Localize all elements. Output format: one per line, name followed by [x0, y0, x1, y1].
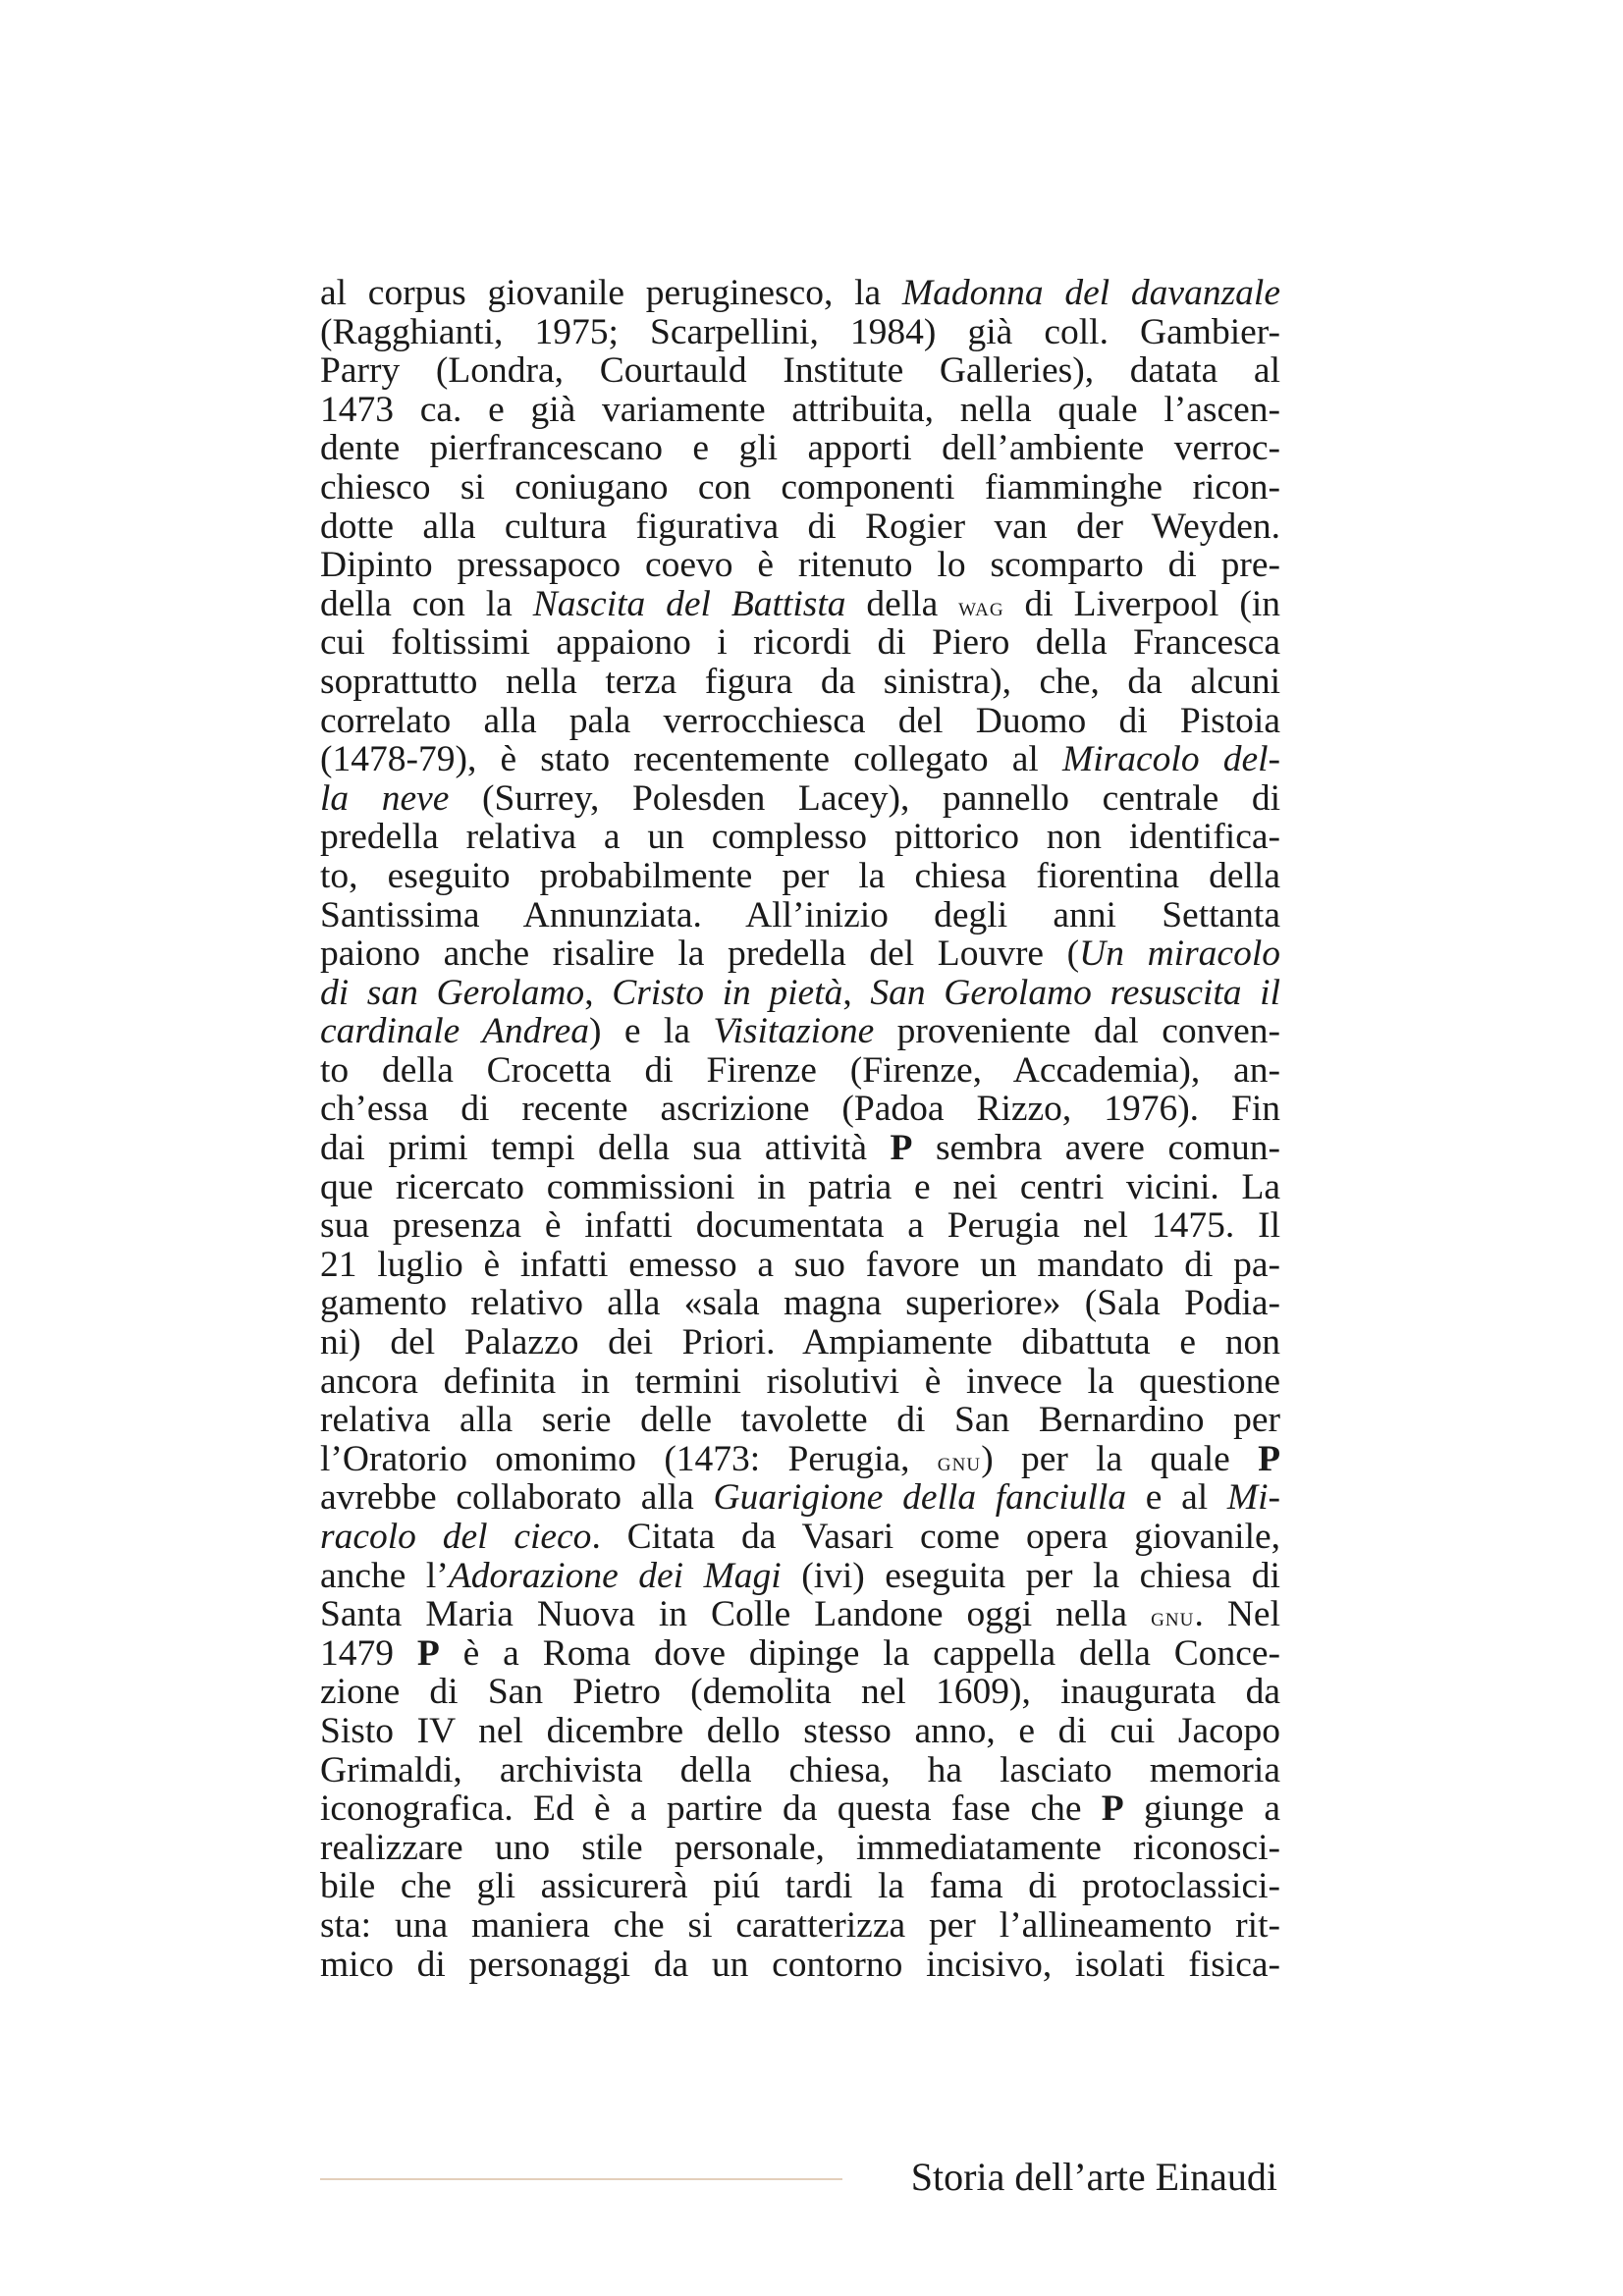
text-segment: anche l’ — [320, 1556, 449, 1596]
text-segment: ni) del Palazzo dei Priori. Ampiamente dibattuta e non — [320, 1323, 1280, 1362]
text-line — [320, 1012, 1280, 1051]
text-line — [320, 1712, 1280, 1751]
text-segment: (ivi) eseguita per la chiesa di — [781, 1556, 1280, 1596]
text-line — [320, 974, 1280, 1013]
text-line — [320, 1284, 1280, 1323]
text-line — [320, 818, 1280, 857]
text-segment: proveniente dal conven- — [874, 1012, 1280, 1051]
text-segment: ancora definita in termini risolutivi è invece la questione — [320, 1362, 1280, 1402]
text-line — [320, 857, 1280, 896]
text-line — [320, 779, 1280, 819]
text-segment: to, eseguito probabilmente per la chiesa fiorentina della — [320, 856, 1280, 896]
text-segment: di Liverpool (in — [1003, 584, 1280, 624]
text-segment: Sisto IV nel dicembre dello stesso anno, e di cui Jacopo — [320, 1711, 1280, 1751]
text-segment: sembra avere comun- — [912, 1129, 1280, 1168]
text-line — [320, 1362, 1280, 1402]
text-line — [320, 585, 1280, 624]
text-line — [320, 1090, 1280, 1129]
text-line — [320, 1246, 1280, 1285]
text-line — [320, 740, 1280, 779]
text-segment: gnu — [1151, 1602, 1195, 1632]
text-segment: Grimaldi, archivista della chiesa, ha lasciato memoria — [320, 1750, 1280, 1790]
text-segment: Mi- — [1226, 1478, 1280, 1518]
text-segment: iconografica. Ed è a partire da questa fase che — [320, 1789, 1102, 1829]
text-segment: l’Oratorio omonimo (1473: Perugia, — [320, 1439, 938, 1479]
text-line — [320, 1206, 1280, 1246]
text-segment: . Nel — [1194, 1595, 1280, 1634]
text-segment: que ricercato commissioni in patria e nei centri vicini. La — [320, 1167, 1280, 1207]
text-segment: sta: una maniera che si caratterizza per l’allineamento rit- — [320, 1905, 1280, 1946]
text-segment: Adorazione dei Magi — [448, 1556, 782, 1596]
text-segment: to della Crocetta di Firenze (Firenze, Accademia), an- — [320, 1050, 1280, 1091]
text-line — [320, 663, 1280, 702]
text-segment: P — [416, 1633, 440, 1674]
text-segment: Santa Maria Nuova in Colle Landone oggi nella — [320, 1595, 1152, 1634]
text-segment: , — [842, 973, 871, 1013]
text-segment: P — [890, 1129, 913, 1168]
text-segment: della con la — [320, 584, 533, 624]
text-line — [320, 274, 1280, 313]
text-segment: (1478-79), è stato recentemente collegato al — [320, 740, 1062, 779]
text-segment: P — [1101, 1789, 1124, 1829]
text-line — [320, 702, 1280, 741]
text-line — [320, 313, 1280, 352]
text-line — [320, 546, 1280, 585]
text-line — [320, 1323, 1280, 1362]
text-segment: al corpus giovanile peruginesco, la — [320, 274, 902, 313]
text-segment: predella relativa a un complesso pittorico non identifica- — [320, 818, 1280, 857]
text-segment: dai primi tempi della sua attività — [320, 1129, 891, 1168]
text-segment: e al — [1126, 1478, 1227, 1518]
text-segment: dente pierfrancescano e gli apporti dell’ambiente verroc- — [320, 429, 1280, 468]
text-line — [320, 1906, 1280, 1946]
text-segment: ) per la quale — [981, 1439, 1259, 1479]
text-segment: relativa alla serie delle tavolette di San Bernardino per — [320, 1401, 1280, 1440]
text-line — [320, 934, 1280, 974]
text-segment: della — [845, 584, 959, 624]
text-segment: Santissima Annunziata. All’inizio degli anni Settanta — [320, 895, 1280, 935]
text-segment: ) e la — [589, 1012, 714, 1051]
text-segment: 1473 ca. e già variamente attribuita, nella quale l’ascen- — [320, 390, 1280, 430]
text-segment: wag — [958, 591, 1004, 621]
text-segment: cui foltissimi appaiono i ricordi di Piero della Francesca — [320, 623, 1280, 663]
text-segment: di san Gerolamo — [320, 973, 585, 1013]
text-segment: . Citata da Vasari come opera giovanile, — [591, 1518, 1280, 1557]
text-line — [320, 1867, 1280, 1906]
text-segment: cardinale Andrea — [320, 1012, 590, 1051]
text-line — [320, 507, 1280, 547]
text-segment: mico di personaggi da un contorno incisivo, isolati fisica- — [320, 1945, 1280, 1985]
text-line — [320, 1557, 1280, 1596]
text-segment: Dipinto pressapoco coevo è ritenuto lo scomparto di pre- — [320, 546, 1280, 585]
text-line — [320, 1051, 1280, 1091]
text-segment: soprattutto nella terza figura da sinistra), che, da alcuni — [320, 662, 1280, 702]
text-line — [320, 1440, 1280, 1479]
text-segment: San Gerolamo resuscita il — [870, 973, 1280, 1013]
text-line — [320, 1829, 1280, 1868]
text-line — [320, 1673, 1280, 1712]
text-segment: chiesco si coniugano con componenti fiamminghe ricon- — [320, 467, 1280, 507]
text-segment: avrebbe collaborato alla — [320, 1478, 714, 1518]
text-segment: Miracolo del- — [1062, 740, 1280, 779]
text-segment: Cristo in pietà — [612, 973, 843, 1013]
text-line — [320, 1751, 1280, 1790]
text-line — [320, 468, 1280, 507]
text-line — [320, 1595, 1280, 1634]
body-text — [320, 274, 1280, 1984]
text-segment: correlato alla pala verrocchiesca del Duomo di Pistoia — [320, 701, 1280, 741]
text-segment: racolo del cieco — [320, 1518, 592, 1557]
text-segment: è a Roma dove dipinge la cappella della Conce- — [439, 1633, 1280, 1674]
text-segment: 21 luglio è infatti emesso a suo favore un mandato di pa- — [320, 1245, 1280, 1285]
text-segment: Un miracolo — [1079, 934, 1280, 974]
text-line — [320, 1478, 1280, 1518]
text-line — [320, 623, 1280, 663]
text-segment: P — [1258, 1439, 1280, 1479]
text-segment: Nascita del Battista — [532, 584, 846, 624]
footer-rule — [320, 2178, 842, 2180]
text-line — [320, 429, 1280, 468]
text-segment: (Surrey, Polesden Lacey), pannello centrale di — [449, 778, 1280, 819]
text-line — [320, 1789, 1280, 1829]
text-line — [320, 1946, 1280, 1985]
text-line — [320, 896, 1280, 935]
text-segment: gamento relativo alla «sala magna superiore» (Sala Podia- — [320, 1284, 1280, 1324]
text-segment: Guarigione della fanciulla — [713, 1478, 1127, 1518]
text-line — [320, 1634, 1280, 1674]
text-segment: gnu — [937, 1446, 982, 1476]
text-line — [320, 1129, 1280, 1168]
text-segment: Visitazione — [713, 1012, 875, 1051]
text-line — [320, 1401, 1280, 1440]
text-segment: realizzare uno stile personale, immediatamente riconosci- — [320, 1828, 1280, 1868]
text-segment: dotte alla cultura figurativa di Rogier van der Weyden. — [320, 507, 1280, 547]
text-segment: bile che gli assicurerà piú tardi la fama di protoclassici- — [320, 1867, 1280, 1906]
text-segment: ch’essa di recente ascrizione (Padoa Rizzo, 1976). Fin — [320, 1090, 1280, 1130]
text-segment: zione di San Pietro (demolita nel 1609), inaugurata da — [320, 1673, 1280, 1712]
text-segment: Parry (Londra, Courtauld Institute Galleries), datata al — [320, 351, 1280, 391]
text-line — [320, 391, 1280, 430]
text-segment: sua presenza è infatti documentata a Perugia nel 1475. Il — [320, 1206, 1280, 1246]
text-line — [320, 1168, 1280, 1207]
text-segment: la neve — [320, 778, 450, 819]
text-segment: Madonna del davanzale — [901, 274, 1280, 313]
footer-publisher: Storia dell’arte Einaudi — [910, 2155, 1277, 2199]
text-line — [320, 1518, 1280, 1557]
text-segment: 1479 — [320, 1633, 417, 1674]
text-segment: (Ragghianti, 1975; Scarpellini, 1984) già coll. Gambier- — [320, 312, 1280, 352]
text-segment: , — [584, 973, 613, 1013]
text-segment: paiono anche risalire la predella del Louvre ( — [320, 934, 1080, 974]
text-segment: giunge a — [1123, 1789, 1280, 1829]
text-line — [320, 351, 1280, 391]
